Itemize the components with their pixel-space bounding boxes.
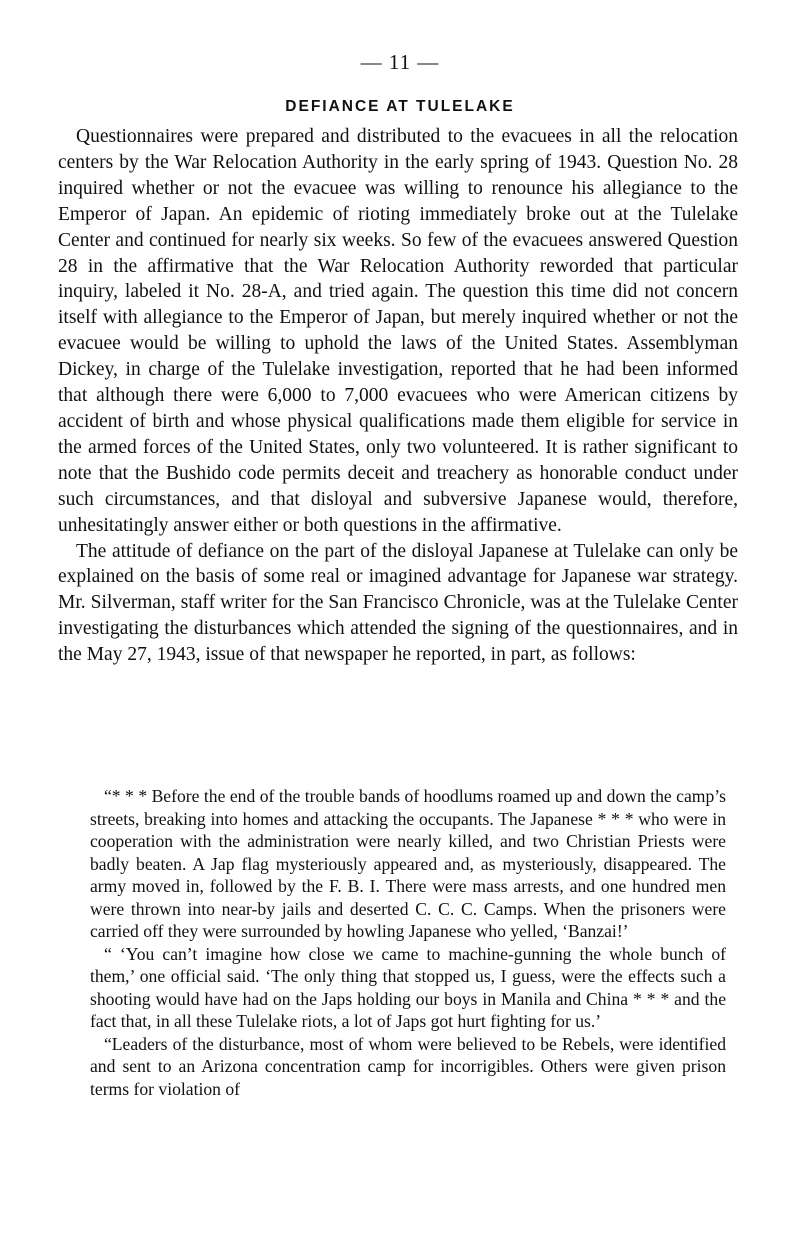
page-number: — 11 — bbox=[360, 50, 440, 74]
quote-paragraph: “* * * Before the end of the trouble bands of hoodlums roamed up and down the camp’s streets, breaking into homes and attacking the occupants. The Japanese * * * who were in cooperation with the administration were nearly killed, and two Christian Priests were badly beaten. A Jap flag mysteriously appeared and, as mysteriously, disappeared. The army moved in, followed by the F. B. I. There were mass arrests, and one hundred men were thrown into near-by jails and deserted C. C. C. Camps. When the prisoners were carried off they were surrounded by howling Japanese who yelled, ‘Banzai!’ bbox=[90, 786, 726, 941]
section-heading: DEFIANCE AT TULELAKE bbox=[285, 98, 515, 115]
body-text bbox=[58, 124, 738, 668]
quote-paragraph: “ ‘You can’t imagine how close we came to machine-gunning the whole bunch of them,’ one official said. ‘The only thing that stopped us, I guess, were the effects such a shooting would have had on the Japs holding our boys in Manila and China * * * and the fact that, in all these Tulelake riots, a lot of Japs got hurt fighting for us.’ bbox=[90, 943, 726, 1031]
paragraph: The attitude of defiance on the part of the disloyal Japanese at Tulelake can only be explained on the basis of some real or imagined advantage for Japanese war strategy. Mr. Silverman, staff writer for the San Francisco Chronicle, was at the Tulelake Center investigating the disturbances which attended the signing of the questionnaires, and in the May 27, 1943, issue of that newspaper he reported, in part, as follows: bbox=[58, 540, 738, 666]
paragraph: Questionnaires were prepared and distributed to the evacuees in all the relocation centers by the War Relocation Authority in the early spring of 1943. Question No. 28 inquired whether or not the evacuee was willing to renounce his allegiance to the Emperor of Japan. An epidemic of rioting immediately broke out at the Tulelake Center and continued for nearly six weeks. So few of the evacuees answered Question 28 in the affirmative that the War Relocation Authority reworded that particular inquiry, labeled it No. 28-A, and tried again. The question this time did not concern itself with allegiance to the Emperor of Japan, but merely inquired whether or not the evacuee would be willing to uphold the laws of the United States. Assemblyman Dickey, in charge of the Tulelake investigation, reported that he had been informed that although there were 6,000 to 7,000 evacuees who were American citizens by accident of birth and whose physical qualifications made them eligible for service in the armed forces of the United States, only two volunteered. It is rather significant to note that the Bushido code permits deceit and treachery as honorable conduct under such circumstances, and that disloyal and subversive Japanese would, therefore, unhesitatingly answer either or both questions in the affirmative. bbox=[58, 126, 738, 536]
quote-paragraph: “Leaders of the disturbance, most of whom were believed to be Rebels, were identified and sent to an Arizona concentration camp for incorrigibles. Others were given prison terms for violation of bbox=[90, 1033, 726, 1099]
block-quote bbox=[90, 785, 726, 1100]
